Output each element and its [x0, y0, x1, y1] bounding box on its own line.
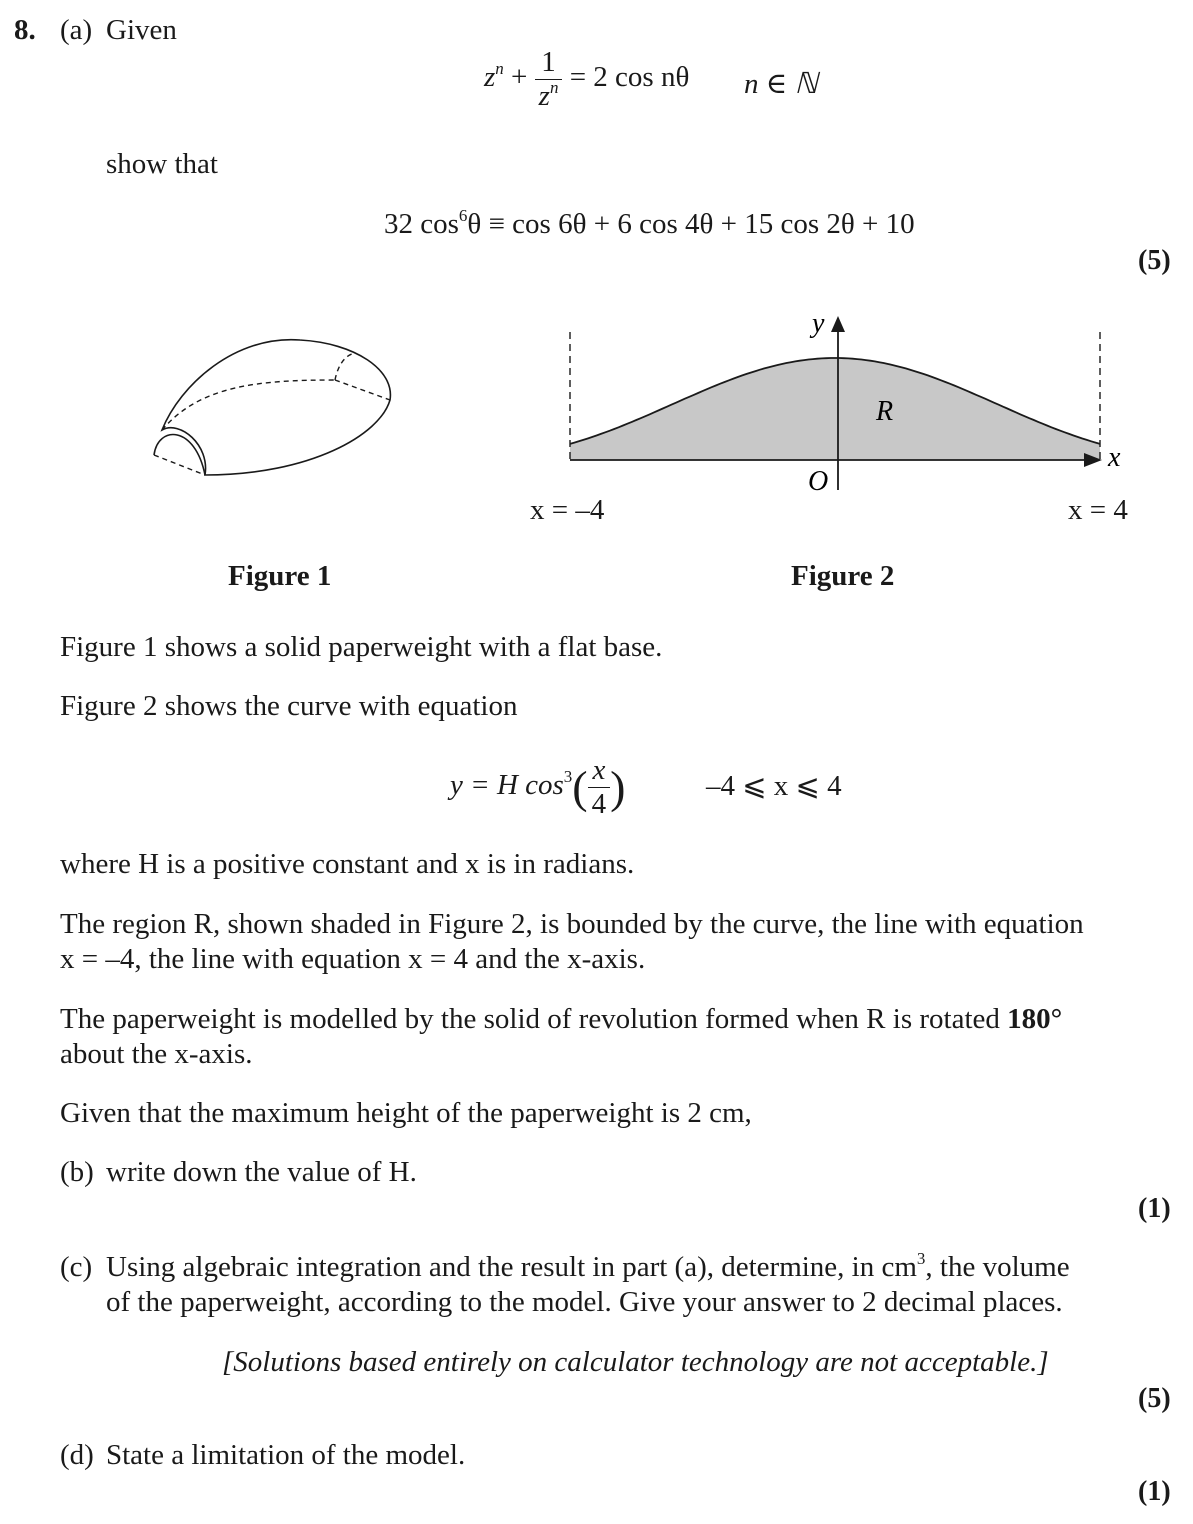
part-b-label: (b)	[60, 1156, 94, 1188]
figure2-description: Figure 2 shows the curve with equation	[60, 690, 518, 722]
part-d-label: (d)	[60, 1439, 94, 1471]
front-section-arc	[154, 435, 205, 475]
calculator-note: [Solutions based entirely on calculator technology are not acceptable.]	[222, 1346, 1049, 1378]
paperweight-outline	[162, 340, 390, 475]
given-rhs: = 2 cos nθ	[569, 61, 690, 94]
back-base-dashed	[335, 380, 390, 400]
x-axis-label: x	[1108, 442, 1121, 473]
y-axis-label: y	[812, 308, 825, 339]
curve-equation: y = H $\cos^3$( $\frac{x}{4}$ )	[450, 754, 626, 820]
where-sentence: where H is a positive constant and x is in radians.	[60, 848, 635, 880]
origin-label: O	[808, 466, 829, 497]
part-a-intro: Given	[106, 14, 177, 46]
given-condition: n ∈ ℕ	[744, 68, 818, 100]
part-c-line-2: of the paperweight, according to the model. Give your answer to 2 decimal places.	[106, 1286, 1063, 1318]
figure1-description: Figure 1 shows a solid paperweight with a flat base.	[60, 631, 663, 663]
curve-range: –4 ⩽ x ⩽ 4	[706, 770, 842, 802]
given-lhs-exp: n	[495, 59, 504, 79]
model-line-1: The paperweight is modelled by the solid of revolution formed when R is rotated 180°	[60, 1003, 1063, 1035]
given-equation	[484, 48, 689, 111]
part-c-marks: (5)	[1138, 1383, 1171, 1414]
rotation-angle: 180°	[1007, 1003, 1063, 1035]
given-height-sentence: Given that the maximum height of the paperweight is 2 cm,	[60, 1097, 752, 1129]
part-c-line-1: Using algebraic integration and the result in part (a), determine, in $cm^3$, the volume	[106, 1249, 1070, 1283]
part-a-marks: (5)	[1138, 245, 1171, 276]
shaded-region-r	[570, 358, 1100, 460]
part-a-label: (a)	[60, 14, 93, 46]
right-line-label: x = 4	[1068, 494, 1128, 526]
hidden-base-edge	[162, 380, 335, 430]
given-fraction	[535, 48, 563, 111]
model-line-2: about the x-axis.	[60, 1038, 253, 1070]
left-line-label: x = –4	[530, 494, 605, 526]
part-c-label: (c)	[60, 1251, 93, 1283]
figure2-caption: Figure 2	[791, 560, 895, 592]
figure1-paperweight-sketch	[140, 325, 410, 485]
given-fraction-numerator: 1	[541, 46, 556, 78]
part-d-marks: (1)	[1138, 1476, 1171, 1507]
curve-eq-fraction: $\frac{x}{4}$	[588, 756, 611, 819]
identity-rhs: θ ≡ cos 6θ + 6 cos 4θ + 15 cos 2θ + 10	[467, 208, 915, 240]
question-number: 8.	[14, 14, 36, 46]
given-lhs-z: z	[484, 61, 496, 94]
region-line-2: x = –4, the line with equation x = 4 and the x-axis.	[60, 943, 646, 975]
front-base-dashed	[154, 455, 205, 475]
region-line-1: The region R, shown shaded in Figure 2, is bounded by the curve, the line with equation	[60, 908, 1084, 940]
curve-eq-lhs: y = H cos	[450, 769, 564, 802]
show-that-text: show that	[106, 148, 218, 180]
curve-eq-exp: 3	[563, 767, 573, 787]
given-plus: +	[511, 61, 528, 94]
part-b-marks: (1)	[1138, 1193, 1171, 1224]
given-fraction-denominator: $z^n$	[535, 79, 563, 111]
figure1-caption: Figure 1	[228, 560, 332, 592]
part-b-text: write down the value of H.	[106, 1156, 417, 1188]
back-section-arc	[335, 353, 355, 380]
y-axis-arrow-icon	[831, 316, 845, 332]
part-d-text: State a limitation of the model.	[106, 1439, 466, 1471]
region-label: R	[876, 396, 894, 427]
identity-equation: 32 $\cos^6\theta \equiv \cos 6\theta + 6$ cos 4θ + 15 cos 2θ + 10	[384, 206, 915, 240]
figure2-curve-graph	[520, 300, 1160, 540]
identity-exponent: 6	[458, 206, 468, 225]
part-c-cm-exp: 3	[916, 1249, 926, 1268]
